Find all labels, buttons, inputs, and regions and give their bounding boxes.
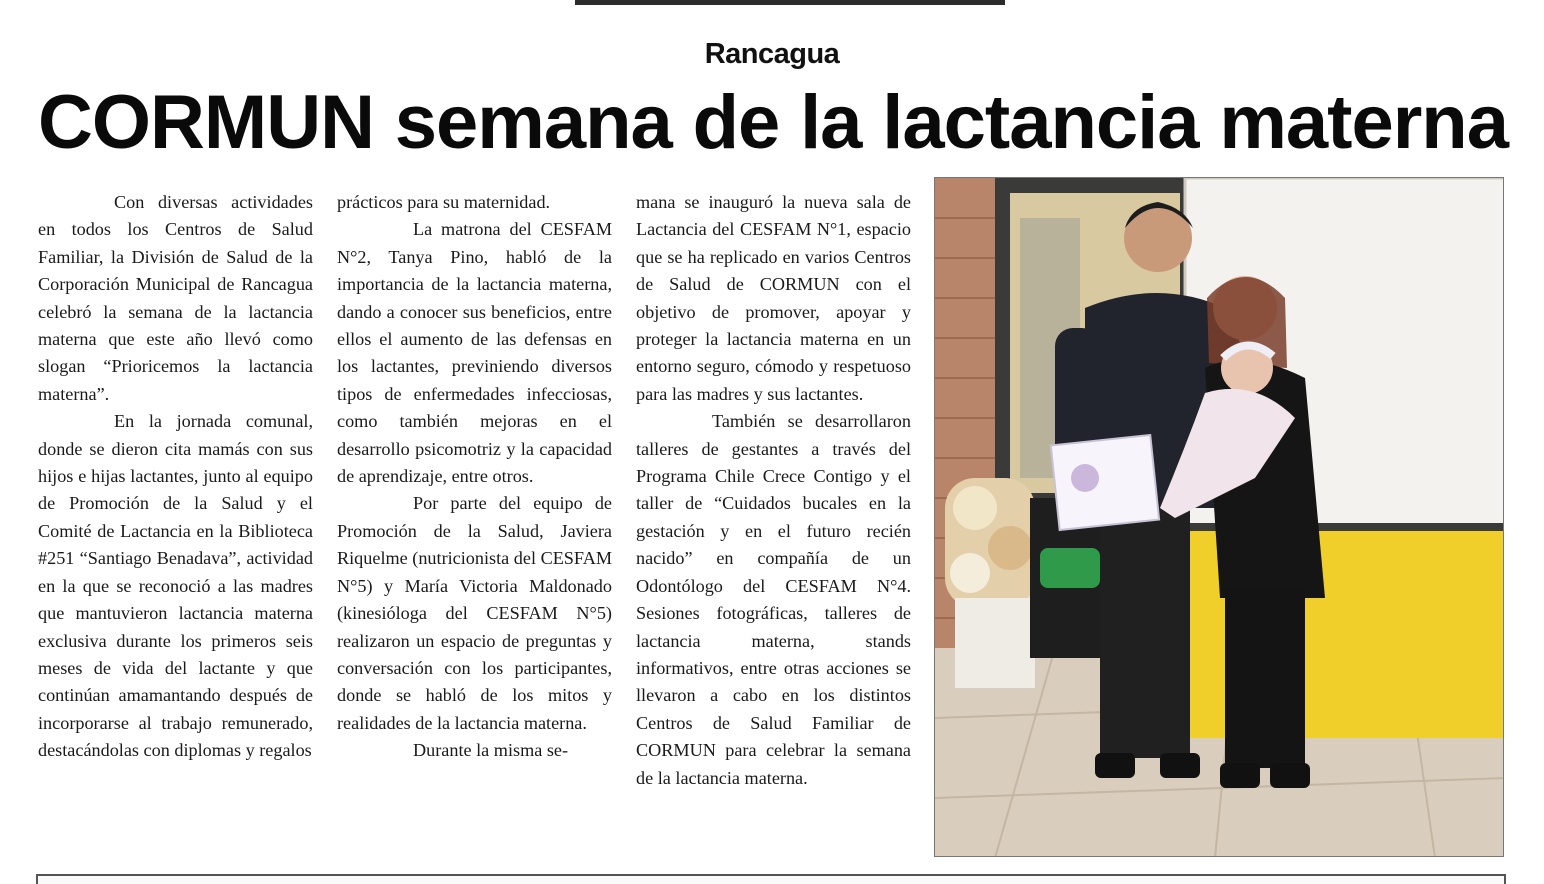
paragraph: En la jornada comunal, donde se dieron cita mamás con sus hijos e hijas lactantes, junto al equipo de Promoción de la Salud y el Comité de Lactancia en la Biblioteca #251 “Santiago Benadava”, actividad en la que se reconoció a las madres que mantuvieron lactancia materna exclusiva durante los primeros seis meses de vida del lactante y que continúan amamantando después de incorporarse al trabajo remunerado, destacándolas con diplomas y regalos [38, 411, 313, 761]
photo-illustration [935, 178, 1504, 857]
paragraph: Por parte del equipo de Promoción de la Salud, Javiera Riquelme (nutricionista del CESFAM N°5) y María Victoria Maldonado (kinesióloga del CESFAM N°5) realizaron un espacio de preguntas y conversación con los participantes, donde se habló de los mitos y realidades de la lactancia materna. [337, 493, 612, 733]
paragraph: También se desarrollaron talleres de gestantes a través del Programa Chile Crece Contigo y el taller de “Cuidados bucales en la gestación y en el futuro recién nacido” en compañía de un Odontólogo del CESFAM N°4. Sesiones fotográficas, talleres de lactancia materna, stands informativos, entre otras acciones se llevaron a cabo en los distintos Centros de Salud Familiar de CORMUN para celebrar la semana de la lactancia materna. [636, 411, 911, 788]
article-photo [934, 177, 1504, 857]
section-label: Rancagua [704, 38, 840, 70]
paragraph: Durante la misma se- [413, 740, 569, 761]
paragraph: mana se inauguró la nueva sala de Lactancia del CESFAM N°1, espacio que se ha replicado en varios Centros de Salud de CORMUN con el objetivo de promover, apoyar y proteger la lactancia materna en un entorno seguro, cómodo y respetuoso para las madres y sus lactantes. [636, 192, 911, 404]
paragraph: La matrona del CESFAM N°2, Tanya Pino, habló de la importancia de la lactancia materna, dando a conocer sus beneficios, entre ellos el aumento de las defensas en los lactantes, previniendo diversos tipos de enfermedades infecciosas, como también mejoras en el desarrollo psicomotriz y la capacidad de aprendizaje, entre otros. [337, 219, 612, 487]
paragraph: Con diversas actividades en todos los Centros de Salud Familiar, la División de Salud de la Corporación Municipal de Rancagua celebró la semana de la lactancia materna que este año llevó como slogan “Prioricemos la lactancia materna”. [38, 192, 313, 404]
article-column-3 [636, 189, 911, 792]
bottom-rule [36, 874, 1506, 884]
article-column-1 [38, 189, 313, 765]
article-column-2 [337, 189, 612, 765]
top-rule [575, 0, 1005, 5]
headline: CORMUN semana de la lactancia materna [38, 80, 1508, 165]
paragraph: prácticos para su maternidad. [337, 192, 551, 212]
